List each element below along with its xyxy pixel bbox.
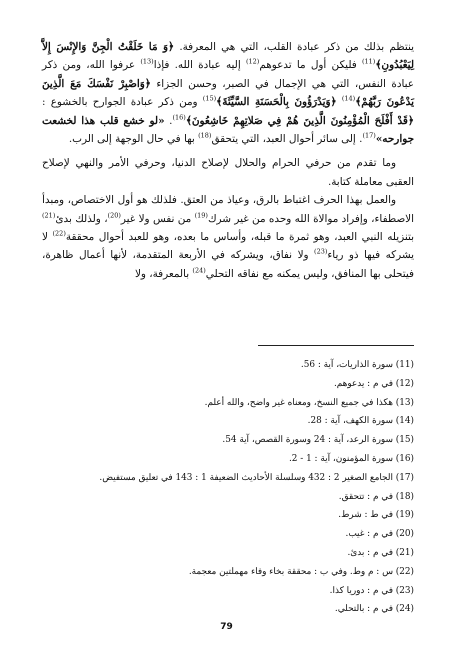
paragraph-2: وما تقدم من حرفي الحرام والحلال لإصلاح الدنيا، وحرفي الأمر والنهي لإصلاح العقبى معاملة كتابة. [42,157,414,188]
text-run: . [164,114,173,127]
footnotes [42,356,414,619]
footnote: (13) هكذا في جميع النسخ، ومعناه غير واضح، والله أعلم. [204,397,414,408]
footnote: (15) سورة الرعد، آية : 24 وسورة القصص، آية 54. [222,435,414,446]
footnote: (18) في م : تتحقق. [338,491,414,502]
text-run: فليكن أول ما تدعوهم [259,59,362,72]
footnote: (24) في م : بالتحلي. [334,604,414,615]
paragraph-1 [42,38,414,148]
quran-verse: ﴿قَدْ أَفْلَحَ الْمُؤْمِنُونَ الَّذِينَ هُمْ فِي صَلاتِهِمْ خَاشِعُونَ﴾ [185,114,414,127]
text-run: من نفس ولا غير [120,212,195,225]
quran-verse: ﴿وَاصْبِرْ نَفْسَكَ مَعَ الَّذِينَ يَدْعُونَ رَبَّهُمْ﴾ [42,77,415,109]
text-run: بها في حال الوجهة إلى الرب. [68,133,199,146]
footnote-separator [258,345,414,346]
text-run: والعمل بهذا الحرف اغتباط بالرق، وعياذ من العتق. فلذلك هو أول الاختصاص، ومبدأ الاصطفاء، وإفراد موالاة الله وحده من غير شرك [42,194,414,225]
text-run: . إلى سائر أحوال العبد، التي يتحقق [211,133,363,146]
footnote: (23) في م : دوريا كذا. [329,585,414,596]
footnote: (12) في م : يدعوهم. [333,378,414,389]
footnote-ref: (13) [140,57,154,66]
footnote-ref: (11) [361,57,376,66]
footnote: (14) سورة الكهف، آية : 28. [307,416,414,427]
footnote: (19) في ط : شرط. [338,510,414,521]
footnote-ref: (16) [172,113,186,122]
footnote-ref: (21) [42,211,56,220]
text-run: عرفوا الله، ومن ذكر عبادة النفس، التي هي الإجمال في الصبر، وحسن الجزاء [42,59,414,90]
text-run: لا يشركه فيها ذو رياء [42,231,414,262]
footnote: (20) في م : غيب. [345,529,414,540]
footnote-ref: (19) [194,211,208,220]
footnote-ref: (23) [314,248,328,256]
page-number: 79 [220,622,233,632]
footnote-ref: (14) [341,94,356,103]
footnote: (22) س : م وط. وفي ب : محققة بخاء وفاء مهملتين معجمة. [188,566,414,577]
footnote-ref: (20) [107,211,121,220]
text-run: إليه عبادة الله. فإذا [153,59,246,72]
footnote-ref: (18) [198,131,212,140]
quran-verse: ﴿وَ مَا خَلَقْتُ الْجِنَّ وَالإِنْسَ إِلاَّ لِيَعْبُدُونِ﴾ [42,41,414,72]
footnote-ref: (24) [192,266,206,275]
main-text [42,38,414,283]
paragraph-3 [42,191,414,283]
text-run: بالمعرفة، ولا [134,267,193,280]
hadith-quote: «لو خشع قلب هذا لخشعت جوارحه» [42,114,414,146]
footnote-ref: (12) [245,57,260,66]
footnote-ref: (17) [362,131,376,140]
footnote: (21) في م : بدئ. [347,547,414,558]
footnote: (11) سورة الذاريات، آية : 56. [300,360,414,370]
text-run: بتنزيله النبي العبد، وهو ثمرة ما قبله، وأساس ما بعده، وهو للعبد أحوال محققة [65,231,415,244]
text-run: ولا نفاق، ويشركه في الأربعة المتقدمة، لأنها أعمال ظاهرة، فيتحلى بها المنافق، وليس يمكنه مع نفاقه التحلي [42,249,414,280]
quran-verse: ﴿وَيَدْرَؤُونَ بِالْحَسَنَةِ السَّيِّئَةَ﴾ [216,96,337,109]
footnote-ref: (15) [202,94,217,103]
footnote: (17) الجامع الصغير 2 : 432 وسلسلة الأحاديث الضعيفة 1 : 143 في تعليق مستفيض. [99,472,414,483]
text-run: ومن ذكر عبادة الجوارح بالخشوع : [42,96,203,109]
text-run: ينتظم بذلك من ذكر عبادة القلب، التي هي المعرفة. [174,41,414,53]
text-run: ، ولذلك بدئ [55,212,108,225]
footnote-ref: (22) [52,229,66,238]
footnote: (16) سورة المؤمنون، آية : 1 - 2. [288,453,414,464]
